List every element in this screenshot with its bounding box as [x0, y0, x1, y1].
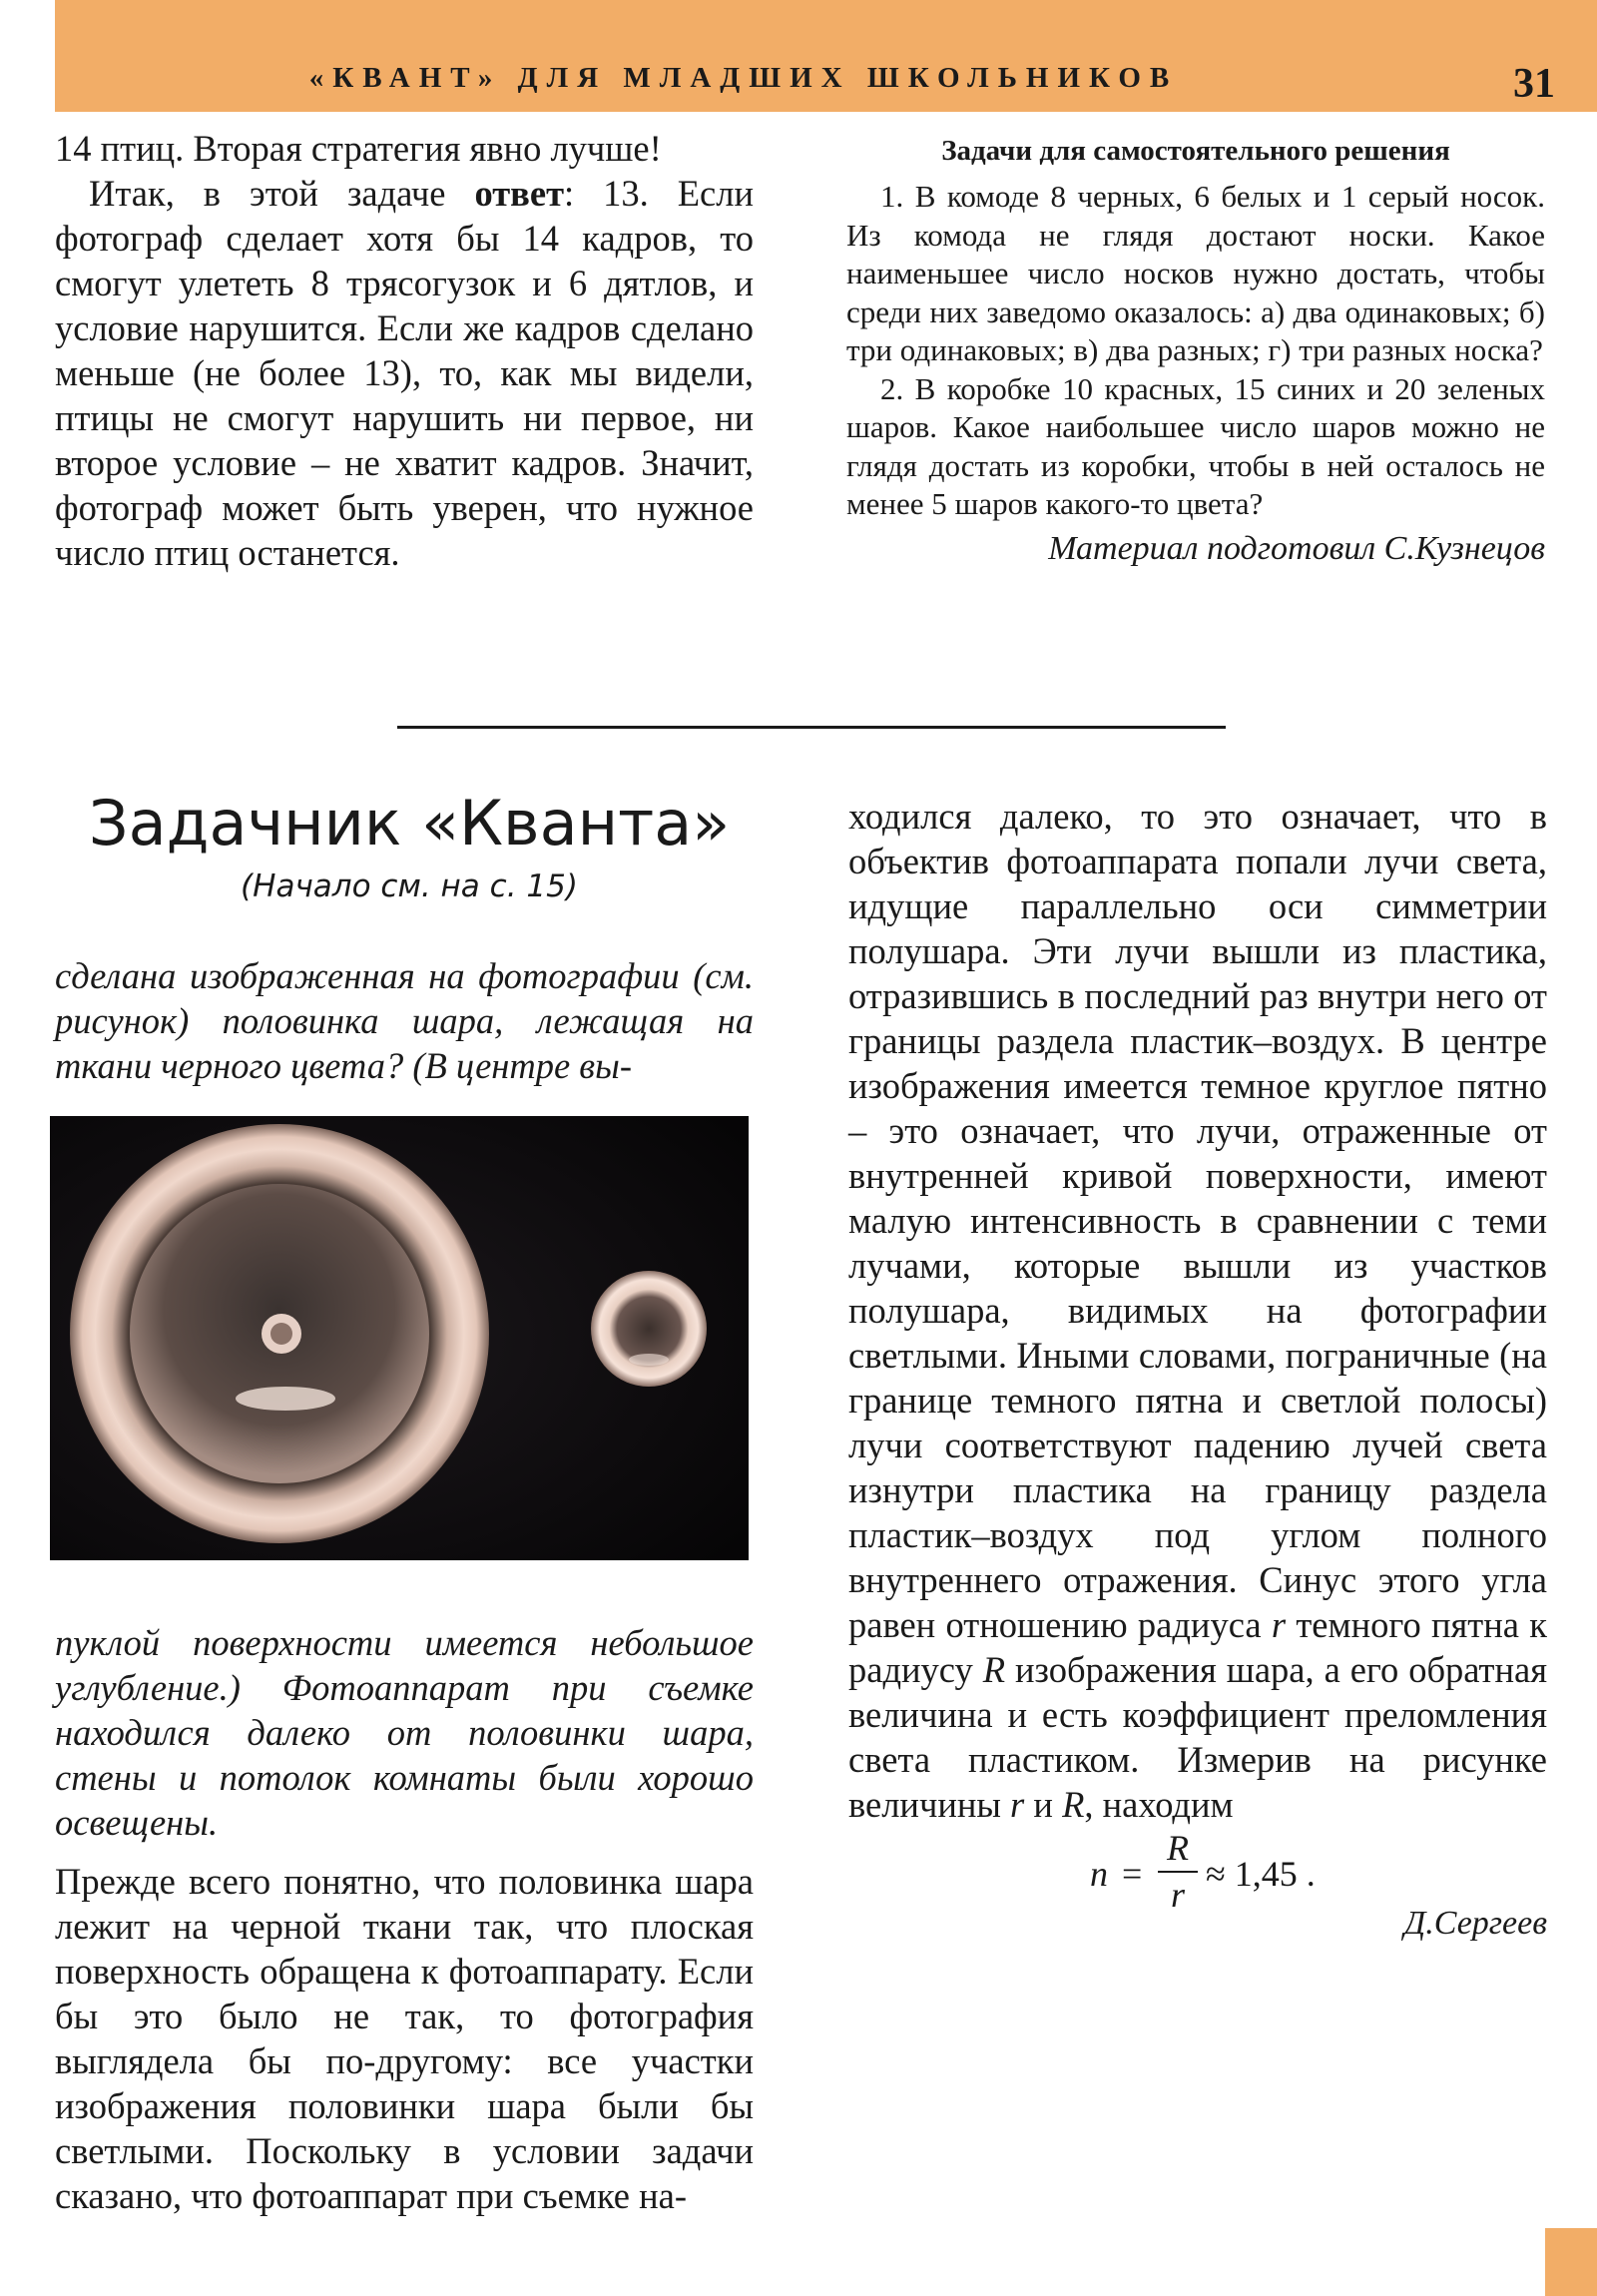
formula-denominator: r	[1170, 1875, 1185, 1915]
text-run: и	[1024, 1784, 1063, 1825]
author-credit: Материал подготовил С.Кузнецов	[1048, 529, 1545, 567]
variable-r: r	[1010, 1784, 1025, 1825]
solution-paragraph: Прежде всего понятно, что половинка шара лежит на черной ткани так, что плоская поверхность обращена к фотоаппарату. Если бы это было не так, то фотография выглядела бы по-другому: все участки изображения половинки шара были бы светлыми. Поскольку в условии задачи сказано, что фотоаппарат при съемке на-	[55, 1861, 754, 2216]
solution-column	[848, 794, 1547, 1827]
variable-R: R	[1062, 1784, 1085, 1825]
page-header	[55, 0, 1597, 112]
formula-numerator: R	[1167, 1828, 1189, 1868]
text-run: Итак, в этой задаче	[89, 173, 475, 214]
variable-r: r	[1271, 1604, 1287, 1645]
problem-statement-bottom	[55, 1620, 754, 2218]
refraction-formula	[1078, 1827, 1337, 1917]
page-number: 31	[1513, 61, 1555, 107]
answer-bold: ответ	[474, 173, 564, 214]
problem-1: 1. В комоде 8 черных, 6 белых и 1 серый носок. Из комода не глядя достают носки. Какое наименьшее число носков нужно достать, чтобы среди них заведомо оказалось: а) два одинаковых; б) три одинаковых; в) два разных; г) три разных носка?	[846, 179, 1545, 367]
running-title: «КВАНТ» ДЛЯ МЛАДШИХ ШКОЛЬНИКОВ	[308, 62, 1179, 94]
problems-block	[846, 132, 1545, 568]
variable-R: R	[982, 1649, 1006, 1690]
author-credit: Д.Сергеев	[1403, 1905, 1547, 1942]
problem-statement-top	[55, 953, 754, 1088]
text-run: , находим	[1084, 1784, 1234, 1825]
page-corner-tab	[1545, 2228, 1597, 2296]
paragraph: 14 птиц. Вторая стратегия явно лучше!	[55, 128, 662, 169]
paragraph: сделана изображенная на фотографии (см. рисунок) половинка шара, лежащая на ткани черного цвета? (В центре вы-	[55, 955, 754, 1086]
formula-result: ≈ 1,45 .	[1206, 1854, 1316, 1894]
text-run: ходился далеко, то это означает, что в объектив фотоаппарата попали лучи света, идущие параллельно оси симметрии полушара. Эти лучи вышли из пластика, отразившись в последний раз внутри него от границы раздела пластик–воздух. В центре изображения имеется темное круглое пятно – это означает, что лучи, отраженные от внутренней кривой поверхности, имеют малую интенсивность в сравнении с теми лучами, которые вышли из участков полушара, видимых на фотографии светлыми. Иными словами, пограничные (на границе темного пятна и светлой полосы) лучи соответствуют падению лучей света изнутри пластика на границу раздела пластик–воздух под углом полного внутреннего отражения. Синус этого угла равен отношению радиуса	[848, 796, 1547, 1645]
left-top-column	[55, 126, 754, 575]
section-divider	[397, 726, 1226, 729]
formula-fraction	[1158, 1827, 1198, 1915]
section-title: Задачник «Кванта»	[88, 787, 731, 860]
paragraph	[55, 171, 754, 575]
problem-2: 2. В коробке 10 красных, 15 синих и 20 зеленых шаров. Какое наибольшее число шаров можно не глядя достать из коробки, чтобы в ней осталось не менее 5 шаров какого-то цвета?	[846, 370, 1545, 521]
text-run: : 13. Если фотограф сделает хотя бы 14 кадров, то смогут улететь 8 трясогузок и 6 дятлов, и условие нарушится. Если же кадров сделано меньше (не более 13), то, как мы видели, птицы не смогут нарушить ни первое, ни второе условие – не хватит кадров. Значит, фотограф может быть уверен, что нужное число птиц останется.	[55, 173, 755, 573]
formula-equals: =	[1122, 1854, 1143, 1894]
text-run: темного пятна к радиусу	[848, 1604, 1547, 1690]
formula-lhs: n	[1090, 1854, 1108, 1894]
hemisphere-photo	[50, 1116, 749, 1560]
problems-heading: Задачи для самостоятельного решения	[941, 135, 1450, 167]
text-run: изображения шара, а его обратная величина и есть коэффициент преломления света пластиком. Измерив на рисунке величины	[848, 1649, 1547, 1825]
hemisphere-photo-image	[50, 1116, 749, 1560]
solution-paragraph	[848, 794, 1547, 1827]
section-subtitle: (Начало см. на с. 15)	[241, 868, 578, 904]
fraction-bar	[1158, 1871, 1198, 1873]
paragraph: пуклой поверхности имеется небольшое углубление.) Фотоаппарат при съемке находился далеко от половинки шара, стены и потолок комнаты были хорошо освещены.	[55, 1622, 754, 1843]
